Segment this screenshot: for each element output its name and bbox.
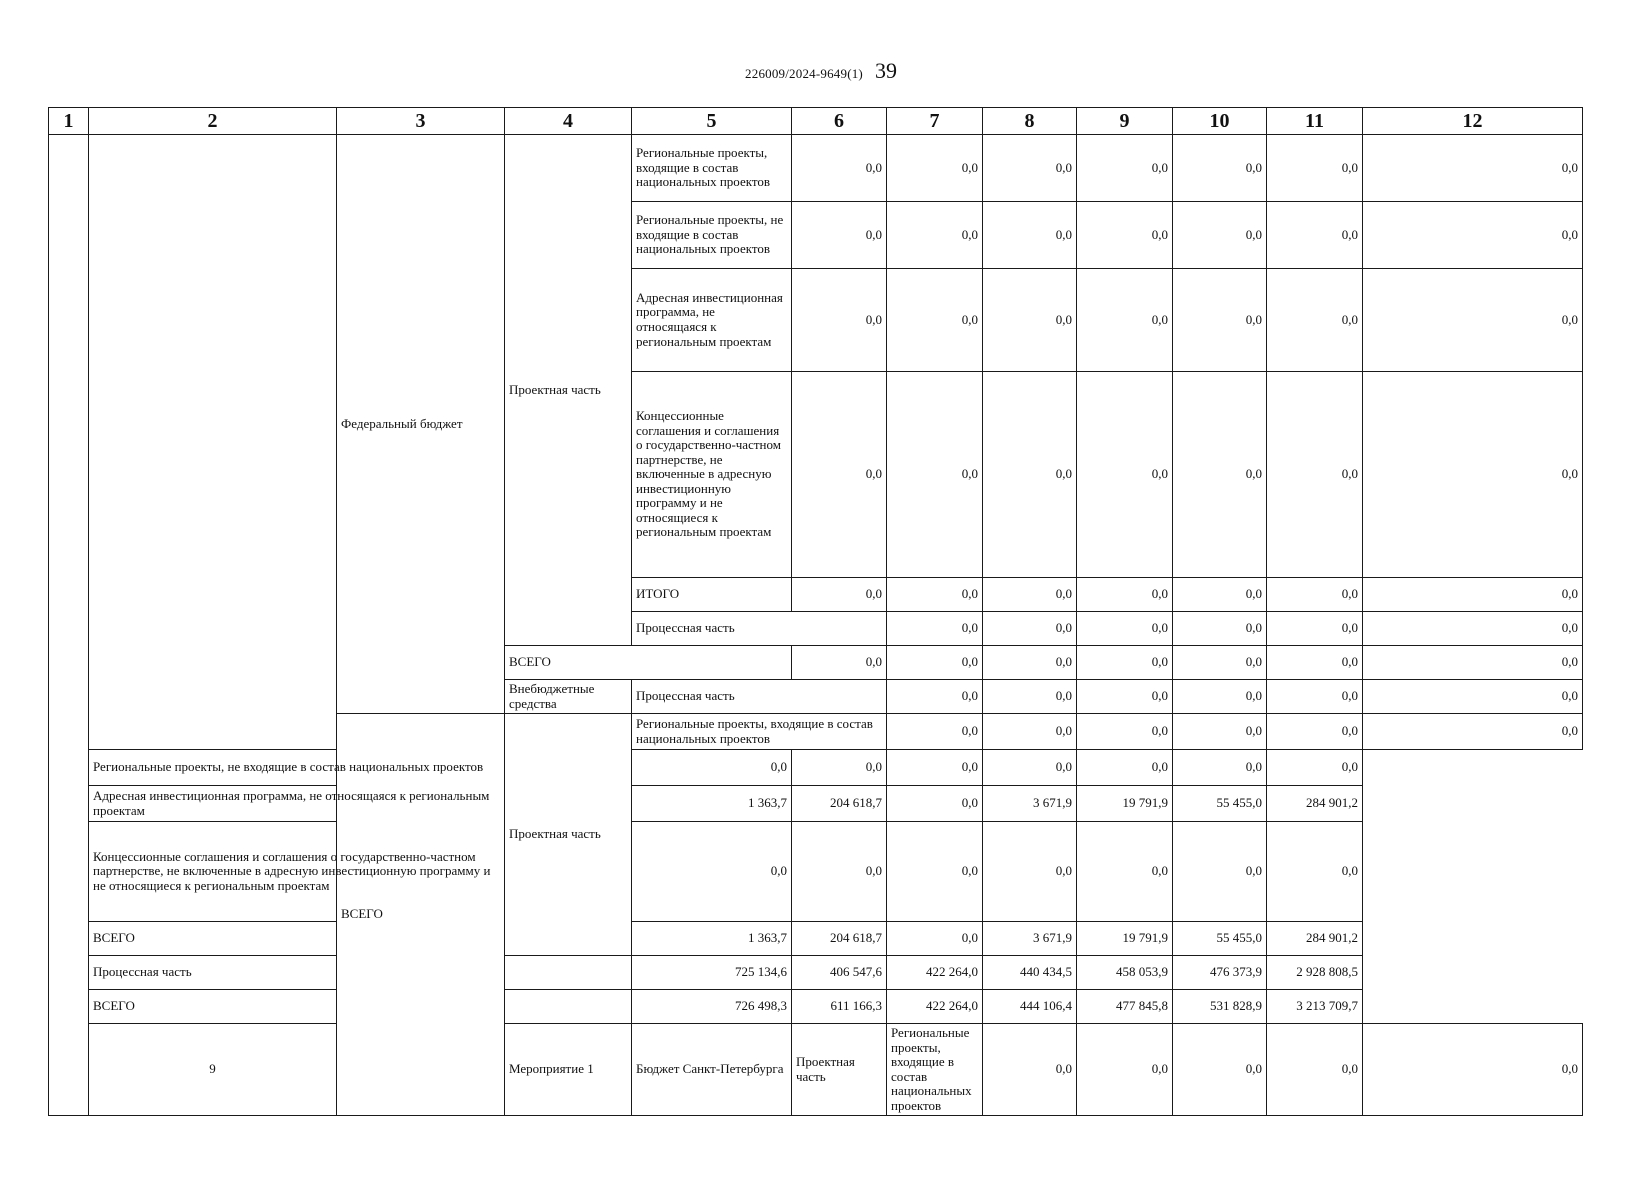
value-cell: 0,0 [1363,680,1583,714]
value-cell: 0,0 [1077,372,1173,578]
budget-table [48,107,1583,1116]
column-number-row [49,108,1583,135]
value-cell: 0,0 [1363,578,1583,612]
value-cell: 0,0 [983,714,1077,750]
column-number: 5 [632,108,792,135]
column-number: 4 [505,108,632,135]
value-cell: 2 928 808,5 [1267,956,1363,990]
value-cell: 0,0 [1077,822,1173,922]
row-number-9: 9 [89,1024,337,1116]
part-process: Процессная часть [632,612,887,646]
funding-source-extrabudgetary: Внебюджетные средства [505,680,632,714]
value-cell: 0,0 [1173,822,1267,922]
value-cell: 0,0 [792,269,887,372]
value-cell: 422 264,0 [887,956,983,990]
value-cell: 476 373,9 [1173,956,1267,990]
column-number: 11 [1267,108,1363,135]
page-number: 39 [874,58,897,83]
value-cell: 0,0 [1267,680,1363,714]
value-cell: 0,0 [1363,269,1583,372]
column-number: 9 [1077,108,1173,135]
value-cell: 726 498,3 [632,990,792,1024]
value-cell: 477 845,8 [1077,990,1173,1024]
value-cell: 0,0 [983,372,1077,578]
value-cell: 0,0 [983,135,1077,202]
value-cell: 0,0 [1173,578,1267,612]
value-cell: 0,0 [887,922,983,956]
column-number: 3 [337,108,505,135]
value-cell: 0,0 [887,786,983,822]
value-cell: 0,0 [983,269,1077,372]
table-row [49,822,1583,922]
value-cell: 0,0 [983,680,1077,714]
value-cell: 0,0 [887,372,983,578]
funding-source-spb: Бюджет Санкт-Петербурга [632,1024,792,1116]
part-project: Проектная часть [505,714,632,956]
value-cell: 0,0 [983,750,1077,786]
federal-total-label: ВСЕГО [505,646,792,680]
value-cell: 3 213 709,7 [1267,990,1363,1024]
category-concession: Концессионные соглашения и соглашения о государственно-частном партнерстве, не включенные в адресную инвестиционную программу и не относящиеся к региональным проектам [632,372,792,578]
column-number: 6 [792,108,887,135]
column-number: 2 [89,108,337,135]
row-number-cell [49,135,89,1116]
value-cell: 0,0 [983,822,1077,922]
value-cell: 0,0 [792,135,887,202]
document-number: 226009/2024-9649(1) [745,66,863,81]
value-cell: 0,0 [792,372,887,578]
value-cell: 0,0 [1077,578,1173,612]
column-number: 7 [887,108,983,135]
table-row [49,750,1583,786]
value-cell: 0,0 [887,714,983,750]
value-cell: 0,0 [1267,646,1363,680]
grand-total-label: ВСЕГО [89,990,632,1024]
value-cell: 55 455,0 [1173,922,1267,956]
value-cell: 444 106,4 [983,990,1077,1024]
value-cell: 0,0 [983,612,1077,646]
value-cell: 0,0 [1173,202,1267,269]
value-cell: 0,0 [1267,714,1363,750]
value-cell: 19 791,9 [1077,786,1173,822]
column-number: 12 [1363,108,1583,135]
item-name-cell [89,135,337,750]
category-regional-in: Региональные проекты, входящие в состав национальных проектов [887,1024,983,1116]
value-cell: 0,0 [1173,612,1267,646]
value-cell: 0,0 [1173,714,1267,750]
value-cell: 0,0 [1077,202,1173,269]
value-cell: 0,0 [792,822,887,922]
funding-source-federal: Федеральный бюджет [337,135,505,714]
value-cell: 0,0 [887,202,983,269]
value-cell: 458 053,9 [1077,956,1173,990]
category-itogo: ИТОГО [632,578,792,612]
part-process: Процессная часть [89,956,632,990]
value-cell: 0,0 [1267,612,1363,646]
value-cell: 0,0 [1267,750,1363,786]
value-cell: 0,0 [1173,269,1267,372]
value-cell: 204 618,7 [792,786,887,822]
value-cell: 422 264,0 [887,990,983,1024]
column-number: 10 [1173,108,1267,135]
value-cell: 0,0 [1267,135,1363,202]
value-cell: 0,0 [887,612,983,646]
value-cell: 0,0 [1363,1024,1583,1116]
value-cell: 0,0 [887,269,983,372]
value-cell: 0,0 [1267,372,1363,578]
value-cell: 440 434,5 [983,956,1077,990]
value-cell: 284 901,2 [1267,922,1363,956]
value-cell: 0,0 [1077,269,1173,372]
value-cell: 0,0 [1267,1024,1363,1116]
value-cell: 0,0 [887,680,983,714]
value-cell: 0,0 [792,750,887,786]
value-cell: 19 791,9 [1077,922,1173,956]
value-cell: 0,0 [1363,372,1583,578]
category-regional-in: Региональные проекты, входящие в состав национальных проектов [632,135,792,202]
value-cell: 0,0 [1173,680,1267,714]
value-cell: 0,0 [983,646,1077,680]
table-row [49,786,1583,822]
value-cell: 725 134,6 [632,956,792,990]
value-cell: 0,0 [1267,822,1363,922]
column-number: 1 [49,108,89,135]
value-cell: 0,0 [983,1024,1077,1116]
value-cell: 0,0 [1173,646,1267,680]
value-cell: 0,0 [1267,269,1363,372]
value-cell: 0,0 [1173,372,1267,578]
value-cell: 0,0 [1077,714,1173,750]
value-cell: 0,0 [1173,750,1267,786]
value-cell: 0,0 [1077,612,1173,646]
value-cell: 0,0 [792,646,887,680]
budget-table-container [48,107,1582,1116]
value-cell: 0,0 [632,750,792,786]
value-cell: 0,0 [1363,646,1583,680]
overall-total-label: ВСЕГО [337,714,505,1116]
table-row [49,990,1583,1024]
value-cell: 0,0 [1077,680,1173,714]
part-project: Проектная часть [505,135,632,646]
value-cell: 0,0 [887,750,983,786]
value-cell: 0,0 [1077,135,1173,202]
value-cell: 0,0 [983,202,1077,269]
project-total-label: ВСЕГО [89,922,505,956]
part-process: Процессная часть [632,680,887,714]
value-cell: 0,0 [887,646,983,680]
table-row [49,135,1583,202]
value-cell: 1 363,7 [632,786,792,822]
value-cell: 0,0 [887,135,983,202]
value-cell: 55 455,0 [1173,786,1267,822]
budget-table-body [49,135,1583,1116]
value-cell: 0,0 [1077,1024,1173,1116]
value-cell: 284 901,2 [1267,786,1363,822]
value-cell: 0,0 [887,822,983,922]
value-cell: 0,0 [1077,646,1173,680]
value-cell: 0,0 [887,578,983,612]
value-cell: 0,0 [1173,1024,1267,1116]
value-cell: 0,0 [1267,202,1363,269]
page-header [0,58,1642,84]
table-row [49,956,1583,990]
table-row [49,922,1583,956]
category-aip: Адресная инвестиционная программа, не относящаяся к региональным проектам [632,269,792,372]
value-cell: 531 828,9 [1173,990,1267,1024]
category-concession: Концессионные соглашения и соглашения о государственно-частном партнерстве, не включенные в адресную инвестиционную программу и не относящиеся к региональным проектам [89,822,505,922]
value-cell: 0,0 [1363,612,1583,646]
value-cell: 3 671,9 [983,922,1077,956]
value-cell: 0,0 [1173,135,1267,202]
value-cell: 0,0 [792,202,887,269]
part-project: Проектная часть [792,1024,887,1116]
value-cell: 0,0 [1267,578,1363,612]
value-cell: 204 618,7 [792,922,887,956]
value-cell: 0,0 [983,578,1077,612]
category-aip: Адресная инвестиционная программа, не относящаяся к региональным проектам [89,786,505,822]
value-cell: 1 363,7 [632,922,792,956]
value-cell: 0,0 [632,822,792,922]
measure-1-name: Мероприятие 1 [505,1024,632,1116]
category-regional-in: Региональные проекты, входящие в состав национальных проектов [632,714,887,750]
category-regional-not-in: Региональные проекты, не входящие в состав национальных проектов [632,202,792,269]
value-cell: 0,0 [792,578,887,612]
column-number: 8 [983,108,1077,135]
value-cell: 0,0 [1363,714,1583,750]
table-row [49,1024,1583,1116]
value-cell: 0,0 [1077,750,1173,786]
value-cell: 3 671,9 [983,786,1077,822]
value-cell: 611 166,3 [792,990,887,1024]
value-cell: 0,0 [1363,135,1583,202]
value-cell: 0,0 [1363,202,1583,269]
category-regional-not-in: Региональные проекты, не входящие в состав национальных проектов [89,750,505,786]
value-cell: 406 547,6 [792,956,887,990]
